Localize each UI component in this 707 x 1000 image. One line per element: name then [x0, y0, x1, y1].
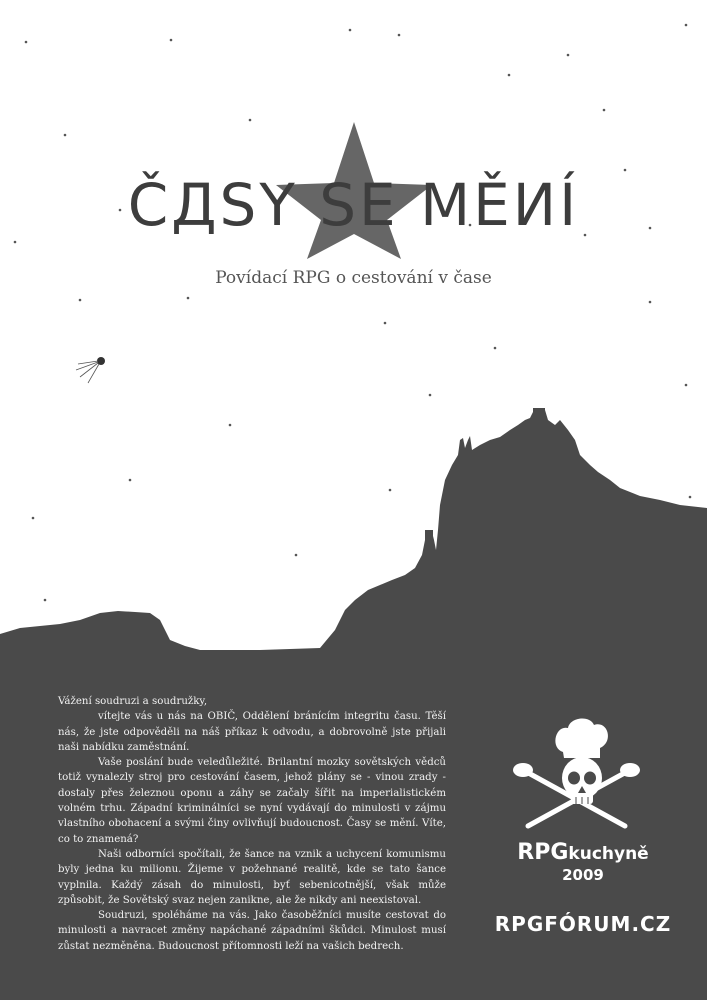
letter-text [58, 694, 446, 954]
brand-name-big: RPG [517, 840, 569, 865]
title-right: MĚИÍ [420, 171, 580, 239]
brand-year: 2009 [562, 866, 604, 884]
sputnik-icon [76, 357, 105, 383]
letter-paragraph: vítejte vás u nás na OBIČ, Oddělení bránícím integritu času. Těší nás, že jste odpověděli na náš příkaz k odvodu, a dobrovolně jste přijali naši nabídku zaměstnání. [58, 711, 446, 753]
poster-title [0, 165, 707, 245]
title-mid: SE [319, 171, 399, 239]
letter-paragraph: Vaše poslání bude veledůležité. Brilantní mozky sovětských vědců totiž vynalezly stroj pro cestování časem, jehož plány se - vinou zrady - dostaly přes železnou oponu a záhy se začaly šířit na imperialistickém volném trhu. Západní kriminálníci se nyní vydávají do minulosti v zájmu vlastního obohacení a svými činy ovlivňují budoucnost. Časy se mění. Víte, co to znamená? [58, 757, 446, 845]
title-left: ČДSY [127, 171, 298, 239]
letter-greeting: Vážení soudruzi a soudružky, [58, 696, 208, 707]
poster-subtitle: Povídací RPG o cestování v čase [215, 268, 492, 288]
letter-paragraph: Soudruzi, spoléháme na vás. Jako časoběžníci musíte cestovat do minulosti a navracet změny napáchané západními škůdci. Minulost musí zůstat nezměněna. Budoucnost přítomnosti leží na vašich bedrech. [58, 910, 446, 952]
letter-paragraph: Naši odborníci spočítali, že šance na vznik a uchycení komunismu byly jedna ku milionu. Žijeme v požehnané realitě, kde se tato šance vyplnila. Každý zásah do minulosti, byť sebenicotnější, však může způsobit, že Sovětský svaz nejen zanikne, ale že nikdy ani neexistoval. [58, 848, 446, 906]
brand-name-small: kuchyně [568, 844, 649, 864]
website-link[interactable]: RPGFÓRUM.CZ [494, 912, 672, 936]
brand-name [488, 840, 678, 865]
